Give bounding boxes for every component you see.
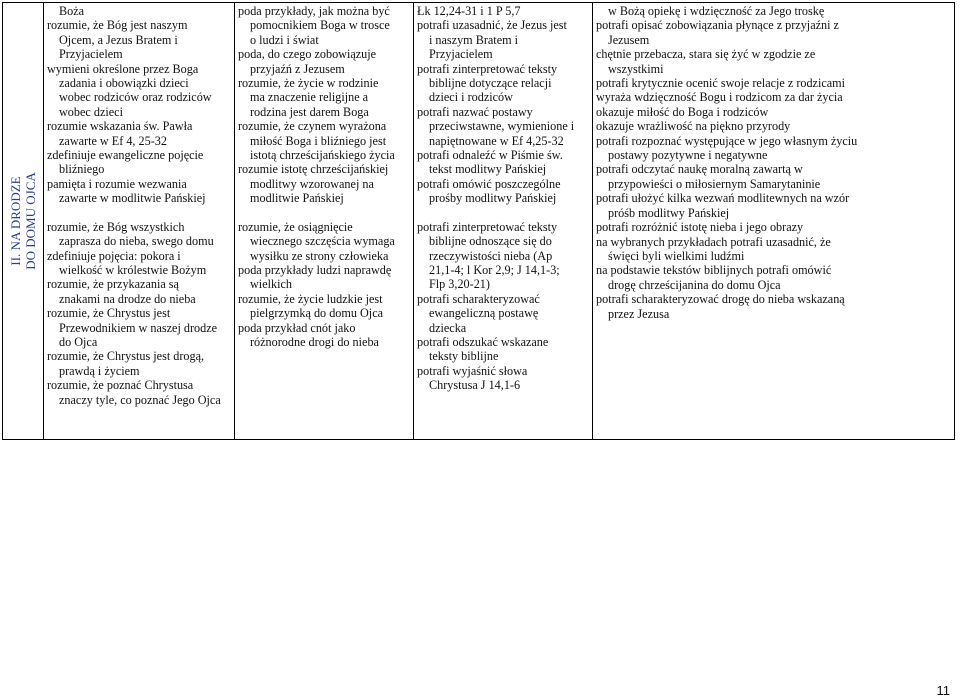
section-label-cell bbox=[3, 3, 44, 440]
text-line: na wybranych przykładach potrafi uzasadnić, że bbox=[596, 234, 831, 249]
text-line: zawarte w Ef 4, 25-32 bbox=[59, 133, 167, 148]
text-line: wobec dzieci bbox=[59, 104, 123, 119]
text-line: ma znaczenie religijne a bbox=[250, 90, 369, 105]
text-line: w Bożą opiekę i wdzięczność za Jego troskę bbox=[608, 4, 825, 18]
text-line: prawdą i życiem bbox=[59, 363, 140, 378]
text-line: poda przykłady ludzi naprawdę bbox=[238, 262, 392, 277]
text-line: potrafi odszukać wskazane bbox=[417, 334, 549, 349]
text-line: chętnie przebacza, stara się żyć w zgodzie ze bbox=[596, 47, 816, 62]
text-line: zaprasza do nieba, swego domu bbox=[59, 234, 214, 249]
text-line: znakami na drodze do nieba bbox=[59, 291, 196, 306]
text-line: poda, do czego zobowiązuje bbox=[238, 47, 377, 62]
text-line: Chrystusa J 14,1-6 bbox=[429, 378, 521, 393]
text-line: pomocnikiem Boga w trosce bbox=[250, 18, 390, 33]
section-label-line: DO DOMU OJCA bbox=[23, 172, 38, 270]
attitudes-part2 bbox=[596, 220, 951, 321]
attitudes-part1 bbox=[596, 4, 951, 220]
text-line: wiecznego szczęścia wymaga bbox=[250, 234, 395, 249]
text-line: Flp 3,20-21) bbox=[429, 277, 490, 292]
text-line: rozumie istotę chrześcijańskiej bbox=[238, 162, 389, 177]
understanding-column bbox=[235, 3, 414, 440]
knowledge-column bbox=[44, 3, 235, 440]
text-line: prośby modlitwy Pańskiej bbox=[429, 191, 557, 206]
text-line: potrafi scharakteryzować drogę do nieba wskazaną bbox=[596, 292, 845, 307]
text-line: rozumie, że Chrystus jest bbox=[47, 306, 171, 321]
text-line: potrafi ułożyć kilka wezwań modlitewnych na wzór bbox=[596, 191, 850, 206]
text-line: o ludzi i świat bbox=[250, 32, 319, 47]
text-line: rodzina jest darem Boga bbox=[250, 104, 369, 119]
text-line: modlitwy wzorowanej na bbox=[250, 176, 374, 191]
text-line: wysiłku ze strony człowieka bbox=[250, 248, 389, 263]
text-line: zdefiniuje ewangeliczne pojęcie bbox=[47, 148, 204, 163]
text-line: próśb modlitwy Pańskiej bbox=[608, 205, 730, 220]
text-line: biblijne odnoszące się do bbox=[429, 234, 552, 249]
text-line: bliźniego bbox=[59, 162, 105, 177]
text-line: zawarte w modlitwie Pańskiej bbox=[59, 191, 206, 206]
text-line: miłość Boga i bliźniego jest bbox=[250, 133, 387, 148]
text-line: dzieci i rodziców bbox=[429, 90, 513, 105]
text-line: pamięta i rozumie wezwania bbox=[47, 176, 187, 191]
text-line: przyjaźń z Jezusem bbox=[250, 61, 345, 76]
curriculum-table bbox=[2, 2, 955, 440]
text-line: potrafi krytycznie ocenić swoje relacje z rodzicami bbox=[596, 76, 846, 91]
text-line: okazuje miłość do Boga i rodziców bbox=[596, 104, 769, 119]
text-line: do Ojca bbox=[59, 334, 98, 349]
text-line: napiętnowane w Ef 4,25-32 bbox=[429, 133, 564, 148]
attitudes-column bbox=[593, 3, 955, 440]
text-line: zadania i obowiązki dzieci bbox=[59, 76, 189, 91]
text-line: Ojcem, a Jezus Bratem i bbox=[59, 32, 178, 47]
text-line: rozumie, że Bóg wszystkich bbox=[47, 219, 185, 234]
text-line: potrafi zinterpretować teksty bbox=[417, 61, 558, 76]
text-line: Przewodnikiem w naszej drodze bbox=[59, 320, 218, 335]
text-line: potrafi scharakteryzować bbox=[417, 291, 540, 306]
text-line: potrafi rozróżnić istotę nieba i jego obrazy bbox=[596, 220, 804, 235]
understanding-part1 bbox=[238, 4, 410, 206]
text-line: przypowieści o miłosiernym Samarytaninie bbox=[608, 176, 821, 191]
text-line: teksty biblijne bbox=[429, 349, 499, 364]
text-line: rozumie, że czynem wyrażona bbox=[238, 119, 387, 134]
knowledge-part1 bbox=[47, 4, 231, 206]
skills-column bbox=[414, 3, 593, 440]
text-line: okazuje wrażliwość na piękno przyrody bbox=[596, 119, 791, 134]
text-line: i naszym Bratem i bbox=[429, 32, 519, 47]
text-line: potrafi odczytać naukę moralną zawartą w bbox=[596, 162, 803, 177]
text-line: modlitwie Pańskiej bbox=[250, 191, 344, 206]
text-line: 21,1-4; l Kor 2,9; J 14,1-3; bbox=[429, 262, 560, 277]
text-line: Boża bbox=[59, 4, 85, 18]
text-line: rozumie, że osiągnięcie bbox=[238, 219, 353, 234]
text-line: potrafi opisać zobowiązania płynące z przyjaźni z bbox=[596, 18, 839, 33]
text-line: potrafi zinterpretować teksty bbox=[417, 219, 558, 234]
text-line: potrafi nazwać postawy bbox=[417, 104, 533, 119]
text-line: drogę chrześcijanina do domu Ojca bbox=[608, 277, 781, 292]
text-line: rozumie, że Chrystus jest drogą, bbox=[47, 349, 205, 364]
text-line: zdefiniuje pojęcia: pokora i bbox=[47, 248, 181, 263]
text-line: rzeczywistości nieba (Ap bbox=[429, 248, 553, 263]
text-line: rozumie, że życie w rodzinie bbox=[238, 76, 379, 91]
text-line: przez Jezusa bbox=[608, 306, 670, 321]
text-line: potrafi rozpoznać występujące w jego własnym życiu bbox=[596, 133, 858, 148]
skills-part2 bbox=[417, 220, 589, 393]
text-line: ewangeliczną postawę bbox=[429, 306, 539, 321]
text-line: rozumie, że przykazania są bbox=[47, 277, 179, 292]
text-line: rozumie, że poznać Chrystusa bbox=[47, 378, 194, 393]
text-line: poda przykłady, jak można być bbox=[238, 4, 390, 18]
text-line: wielkość w królestwie Bożym bbox=[59, 262, 207, 277]
text-line: istotą chrześcijańskiego życia bbox=[250, 148, 395, 163]
text-line: postawy pozytywne i negatywne bbox=[608, 148, 768, 163]
text-line: potrafi uzasadnić, że Jezus jest bbox=[417, 18, 567, 33]
text-line: znaczy tyle, co poznać Jego Ojca bbox=[59, 392, 221, 407]
text-line: rozumie wskazania św. Pawła bbox=[47, 119, 193, 134]
text-line: potrafi omówić poszczególne bbox=[417, 176, 561, 191]
text-line: różnorodne drogi do nieba bbox=[250, 334, 379, 349]
page-number: 11 bbox=[936, 683, 950, 698]
text-line: wyraża wdzięczność Bogu i rodzicom za dar życia bbox=[596, 90, 843, 105]
text-line: wszystkimi bbox=[608, 61, 664, 76]
skills-part1 bbox=[417, 4, 589, 206]
text-line: potrafi wyjaśnić słowa bbox=[417, 363, 528, 378]
text-line: rozumie, że życie ludzkie jest bbox=[238, 291, 383, 306]
section-label-line: II. NA DRODZE bbox=[8, 176, 23, 266]
text-line: święci byli wielkimi ludźmi bbox=[608, 248, 745, 263]
text-line: Przyjacielem bbox=[59, 47, 123, 62]
text-line: Przyjacielem bbox=[429, 47, 493, 62]
text-line: tekst modlitwy Pańskiej bbox=[429, 162, 547, 177]
text-line: na podstawie tekstów biblijnych potrafi omówić bbox=[596, 263, 832, 278]
text-line: poda przykład cnót jako bbox=[238, 320, 356, 335]
text-line: potrafi odnaleźć w Piśmie św. bbox=[417, 148, 563, 163]
knowledge-part2 bbox=[47, 220, 231, 407]
text-line: pielgrzymką do domu Ojca bbox=[250, 306, 384, 321]
text-line: wobec rodziców oraz rodziców bbox=[59, 90, 212, 105]
text-line: biblijne dotyczące relacji bbox=[429, 76, 552, 91]
text-line: przeciwstawne, wymienione i bbox=[429, 119, 575, 134]
text-line: rozumie, że Bóg jest naszym bbox=[47, 18, 188, 33]
text-line: Łk 12,24-31 i 1 P 5,7 bbox=[417, 4, 521, 18]
text-line: dziecka bbox=[429, 320, 467, 335]
text-line: wielkich bbox=[250, 277, 292, 292]
text-line: Jezusem bbox=[608, 32, 650, 47]
understanding-part2 bbox=[238, 220, 410, 350]
section-label bbox=[8, 172, 38, 270]
text-line: wymieni określone przez Boga bbox=[47, 61, 199, 76]
table-row bbox=[3, 3, 955, 440]
